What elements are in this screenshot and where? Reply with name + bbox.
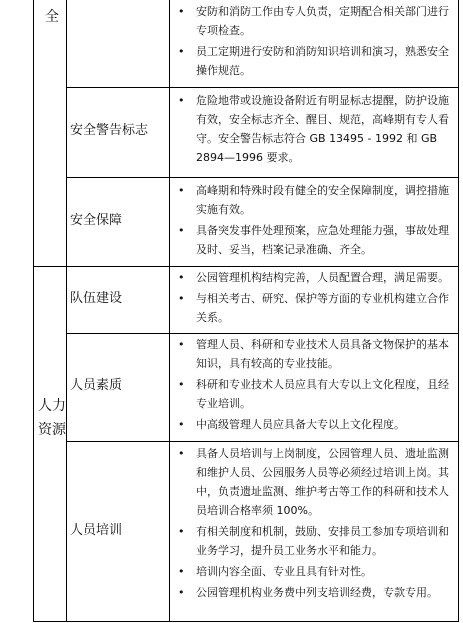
row-divider	[66, 177, 459, 178]
list-item: • 公园管理机构业务费中列支培训经费，专款专用。	[174, 583, 458, 602]
subcategory-staff-training: 人员培训	[70, 523, 123, 538]
list-item: • 员工定期进行安防和消防知识培训和演习，熟悉安全操作规范。	[174, 42, 458, 80]
subcategory-safety-guarantee: 安全保障	[70, 213, 123, 228]
list-item: • 科研和专业技术人员应具有大专以上文化程度，且经专业培训。	[174, 375, 458, 413]
category-human-resources: 人力资源	[38, 398, 66, 438]
table-left-border	[33, 0, 34, 622]
item-list	[174, 91, 458, 169]
section-divider	[33, 266, 459, 267]
list-item: • 安防和消防工作由专人负责，定期配合相关部门进行专项检查。	[174, 2, 458, 40]
list-item: • 具备突发事件处理预案，应急处理能力强，事故处理及时、妥当，档案记录准确、齐全。	[174, 221, 458, 259]
table-right-border	[458, 0, 459, 622]
row-divider	[66, 87, 459, 88]
table-bottom-border	[33, 621, 459, 622]
item-list	[174, 335, 458, 436]
item-list	[174, 268, 458, 329]
subcategory-safety-warning-signs: 安全警告标志	[70, 123, 149, 138]
row-divider	[66, 333, 459, 334]
list-item: • 具备人员培训与上岗制度，公园管理人员、遗址监测和维护人员、公园服务人员等必须经过培训上岗。其中，负责遗址监测、维护考古等工作的科研和技术人员培训合格率须 100%。	[174, 444, 458, 520]
list-item: • 与相关考古、研究、保护等方面的专业机构建立合作关系。	[174, 289, 458, 327]
column-divider	[66, 0, 67, 622]
list-item: • 公园管理机构结构完善，人员配置合理，满足需要。	[174, 268, 458, 287]
list-item: • 中高级管理人员应具备大专以上文化程度。	[174, 415, 458, 434]
list-item: • 危险地带或设施设备附近有明显标志提醒，防护设施有效，安全标志齐全、醒目、规范，高峰期有专人看守。安全警告标志符合 GB 13495 - 1992 和 GB 2894—1996 要求。	[174, 91, 458, 167]
subcategory-staff-quality: 人员素质	[70, 378, 123, 393]
row-divider	[66, 441, 459, 442]
subcategory-team-building: 队伍建设	[70, 291, 123, 306]
list-item: • 有相关制度和机制，鼓励、安排员工参加专项培训和业务学习，提升员工业务水平和能力。	[174, 522, 458, 560]
item-list	[174, 181, 458, 261]
category-safety: 全	[45, 9, 59, 25]
item-list	[174, 444, 458, 604]
list-item: • 高峰期和特殊时段有健全的安全保障制度，调控措施实施有效。	[174, 181, 458, 219]
item-list	[174, 2, 458, 82]
list-item: • 培训内容全面、专业且具有针对性。	[174, 562, 458, 581]
list-item: • 管理人员、科研和专业技术人员具备文物保护的基本知识，具有较高的专业技能。	[174, 335, 458, 373]
